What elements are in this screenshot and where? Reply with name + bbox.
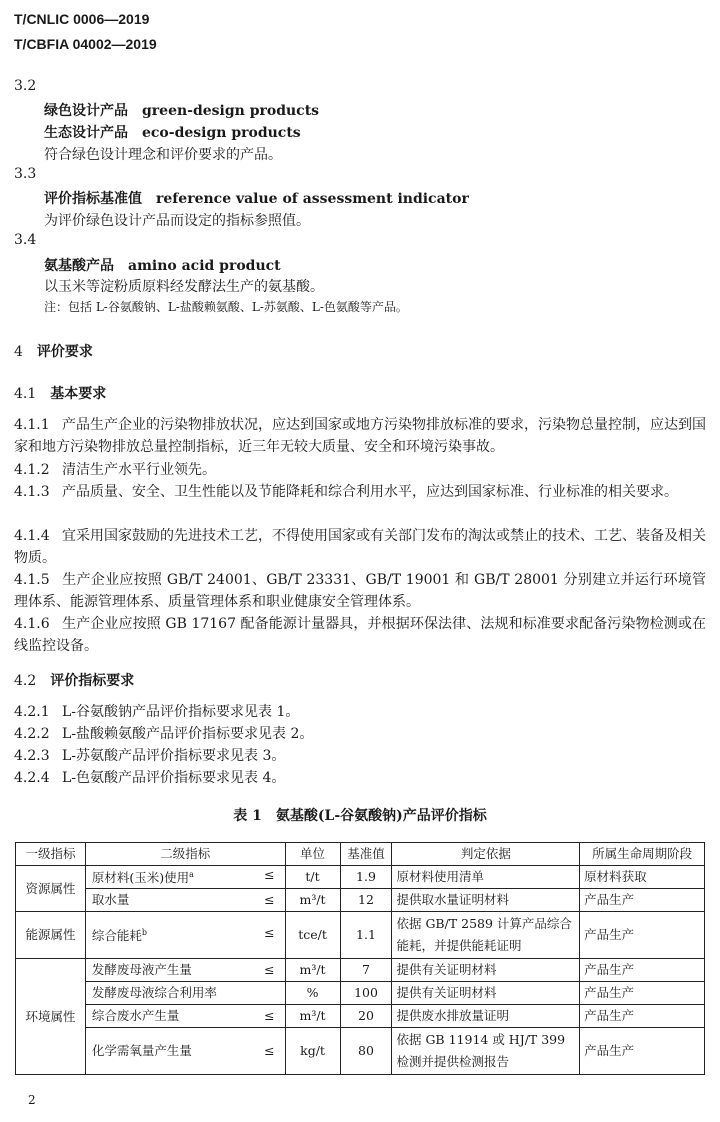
table-row <box>16 959 705 982</box>
indicator-cell <box>85 1028 285 1075</box>
clause-number: 4.2.2 <box>14 726 50 742</box>
standard-number-2: T/CBFIA 04002—2019 <box>14 36 157 52</box>
term-definition: 符合绿色设计理念和评价要求的产品。 <box>44 147 282 163</box>
section-title: 基本要求 <box>50 386 107 402</box>
value-cell: 100 <box>340 982 392 1005</box>
stage-cell: 原材料获取 <box>580 866 705 889</box>
clause-paragraph <box>14 414 706 458</box>
unit-cell: kg/t <box>285 1028 340 1075</box>
clause-text: L-苏氨酸产品评价指标要求见表 3。 <box>62 748 286 764</box>
indicator-name: 综合能耗 <box>91 928 142 944</box>
indicator-cell <box>85 1005 285 1028</box>
operator: ≤ <box>264 892 275 907</box>
clause-number: 4.1.1 <box>14 417 50 433</box>
basis-cell: 依据 GB/T 2589 计算产品综合能耗，并提供能耗证明 <box>392 912 580 959</box>
clause-paragraph <box>14 745 706 767</box>
section-title: 评价指标要求 <box>50 673 135 689</box>
indicator-cell <box>85 959 285 982</box>
unit-cell: t/t <box>285 866 340 889</box>
table-row <box>16 1028 705 1075</box>
unit-cell: % <box>285 982 340 1005</box>
term-heading <box>44 255 281 275</box>
indicator-cell <box>85 889 285 912</box>
standard-number-1: T/CNLIC 0006—2019 <box>14 11 150 27</box>
subsection-heading <box>14 670 134 690</box>
value-cell: 80 <box>340 1028 392 1075</box>
table-caption: 表 1 氨基酸(L-谷氨酸钠)产品评价指标 <box>233 808 487 824</box>
clause-number: 4.1.3 <box>14 484 50 500</box>
group-cell: 资源属性 <box>16 866 86 912</box>
section-number: 4.1 <box>14 386 37 402</box>
clause-paragraph <box>14 525 706 569</box>
term-zh: 氨基酸产品 <box>44 258 114 274</box>
clause-text: 生产企业应按照 GB/T 24001、GB/T 23331、GB/T 19001 和 GB/T 28001 分别建立并运行环境管理体系、能源管理体系、质量管理体系和职业健康安全管理体系。 <box>14 572 706 610</box>
table-header-row <box>16 843 705 866</box>
value-cell: 1.9 <box>340 866 392 889</box>
indicator-cell <box>85 982 285 1005</box>
unit-cell: m³/t <box>285 1005 340 1028</box>
term-heading <box>44 188 469 208</box>
stage-cell: 产品生产 <box>580 1028 705 1075</box>
clause-number: 4.2.4 <box>14 770 50 786</box>
clause-number: 4.1.6 <box>14 616 50 632</box>
clause-paragraph <box>14 569 706 613</box>
clause-text: L-色氨酸产品评价指标要求见表 4。 <box>62 770 286 786</box>
operator: ≤ <box>264 925 275 941</box>
term-en: reference value of assessment indicator <box>156 191 469 207</box>
stage-cell: 产品生产 <box>580 982 705 1005</box>
clause-number: 4.1.4 <box>14 528 50 544</box>
term-number: 3.2 <box>14 78 37 94</box>
indicator-name: 化学需氧量产生量 <box>91 1043 192 1058</box>
basis-cell: 提供废水排放量证明 <box>392 1005 580 1028</box>
section-number: 4.2 <box>14 673 37 689</box>
term-zh: 绿色设计产品 <box>44 103 128 119</box>
value-cell: 7 <box>340 959 392 982</box>
table-row <box>16 912 705 959</box>
clause-number: 4.2.1 <box>14 704 50 720</box>
indicator-table <box>15 842 705 1075</box>
stage-cell: 产品生产 <box>580 959 705 982</box>
clause-text: 产品质量、安全、卫生性能以及节能降耗和综合利用水平，应达到国家标准、行业标准的相关要求。 <box>62 484 678 500</box>
subsection-heading <box>14 383 106 403</box>
clause-number: 4.2.3 <box>14 748 50 764</box>
column-header: 一级指标 <box>16 843 86 866</box>
unit-cell: m³/t <box>285 889 340 912</box>
basis-cell: 提供取水量证明材料 <box>392 889 580 912</box>
group-cell: 环境属性 <box>16 959 86 1075</box>
group-cell: 能源属性 <box>16 912 86 959</box>
value-cell: 20 <box>340 1005 392 1028</box>
clause-paragraph <box>14 723 706 745</box>
footnote-marker: b <box>141 928 148 938</box>
stage-cell: 产品生产 <box>580 912 705 959</box>
basis-cell: 原材料使用清单 <box>392 866 580 889</box>
unit-cell: tce/t <box>285 912 340 959</box>
indicator-cell <box>85 912 285 959</box>
clause-paragraph <box>14 481 706 503</box>
clause-paragraph <box>14 767 706 789</box>
section-title: 评价要求 <box>36 344 93 360</box>
term-number: 3.4 <box>14 232 37 248</box>
column-header: 二级指标 <box>85 843 285 866</box>
indicator-name: 发酵废母液产生量 <box>91 962 192 977</box>
term-en: eco-design products <box>142 125 301 141</box>
clause-number: 4.1.2 <box>14 462 50 478</box>
clause-text: 生产企业应按照 GB 17167 配备能源计量器具，并根据环保法律、法规和标准要求配备污染物检测或在线监控设备。 <box>14 616 706 654</box>
term-zh: 评价指标基准值 <box>44 191 142 207</box>
term-zh: 生态设计产品 <box>44 125 128 141</box>
clause-paragraph <box>14 459 706 481</box>
section-heading <box>14 341 93 361</box>
term-en: amino acid product <box>128 258 281 274</box>
basis-cell: 依据 GB 11914 或 HJ/T 399 检测并提供检测报告 <box>392 1028 580 1075</box>
clause-text: L-谷氨酸钠产品评价指标要求见表 1。 <box>62 704 300 720</box>
operator: ≤ <box>264 1043 275 1058</box>
section-number: 4 <box>14 344 23 360</box>
table-row <box>16 982 705 1005</box>
value-cell: 12 <box>340 889 392 912</box>
indicator-name: 取水量 <box>91 892 130 907</box>
value-cell: 1.1 <box>340 912 392 959</box>
clause-paragraph <box>14 701 706 723</box>
term-en: green-design products <box>142 103 320 119</box>
term-heading-alt <box>44 122 301 142</box>
column-header: 基准值 <box>340 843 392 866</box>
clause-text: 清洁生产水平行业领先。 <box>62 462 216 478</box>
table-row <box>16 889 705 912</box>
indicator-name: 综合废水产生量 <box>91 1008 180 1023</box>
term-number: 3.3 <box>14 166 37 182</box>
term-definition: 为评价绿色设计产品而设定的指标参照值。 <box>44 213 310 229</box>
operator: ≤ <box>264 867 275 883</box>
basis-cell: 提供有关证明材料 <box>392 959 580 982</box>
indicator-name: 发酵废母液综合利用率 <box>91 985 217 1000</box>
clause-text: L-盐酸赖氨酸产品评价指标要求见表 2。 <box>62 726 314 742</box>
basis-cell: 提供有关证明材料 <box>392 982 580 1005</box>
column-header: 所属生命周期阶段 <box>580 843 705 866</box>
clause-paragraph <box>14 613 706 657</box>
stage-cell: 产品生产 <box>580 889 705 912</box>
term-definition: 以玉米等淀粉质原料经发酵法生产的氨基酸。 <box>44 279 324 295</box>
unit-cell: m³/t <box>285 959 340 982</box>
clause-number: 4.1.5 <box>14 572 50 588</box>
clause-text: 产品生产企业的污染物排放状况，应达到国家或地方污染物排放标准的要求，污染物总量控制，应达到国家和地方污染物排放总量控制指标，近三年无较大质量、安全和环境污染事故。 <box>14 417 706 455</box>
column-header: 判定依据 <box>392 843 580 866</box>
footnote-marker: a <box>189 870 194 880</box>
term-note: 注：包括 L-谷氨酸钠、L-盐酸赖氨酸、L-苏氨酸、L-色氨酸等产品。 <box>44 300 408 314</box>
table-row <box>16 1005 705 1028</box>
operator: ≤ <box>264 962 275 977</box>
clause-text: 宜采用国家鼓励的先进技术工艺，不得使用国家或有关部门发布的淘汰或禁止的技术、工艺、装备及相关物质。 <box>14 528 706 566</box>
stage-cell: 产品生产 <box>580 1005 705 1028</box>
page-number: 2 <box>28 1093 36 1107</box>
indicator-name: 原材料(玉米)使用 <box>91 870 190 886</box>
operator: ≤ <box>264 1008 275 1023</box>
term-heading <box>44 100 319 120</box>
indicator-cell <box>85 866 285 889</box>
column-header: 单位 <box>285 843 340 866</box>
table-row <box>16 866 705 889</box>
